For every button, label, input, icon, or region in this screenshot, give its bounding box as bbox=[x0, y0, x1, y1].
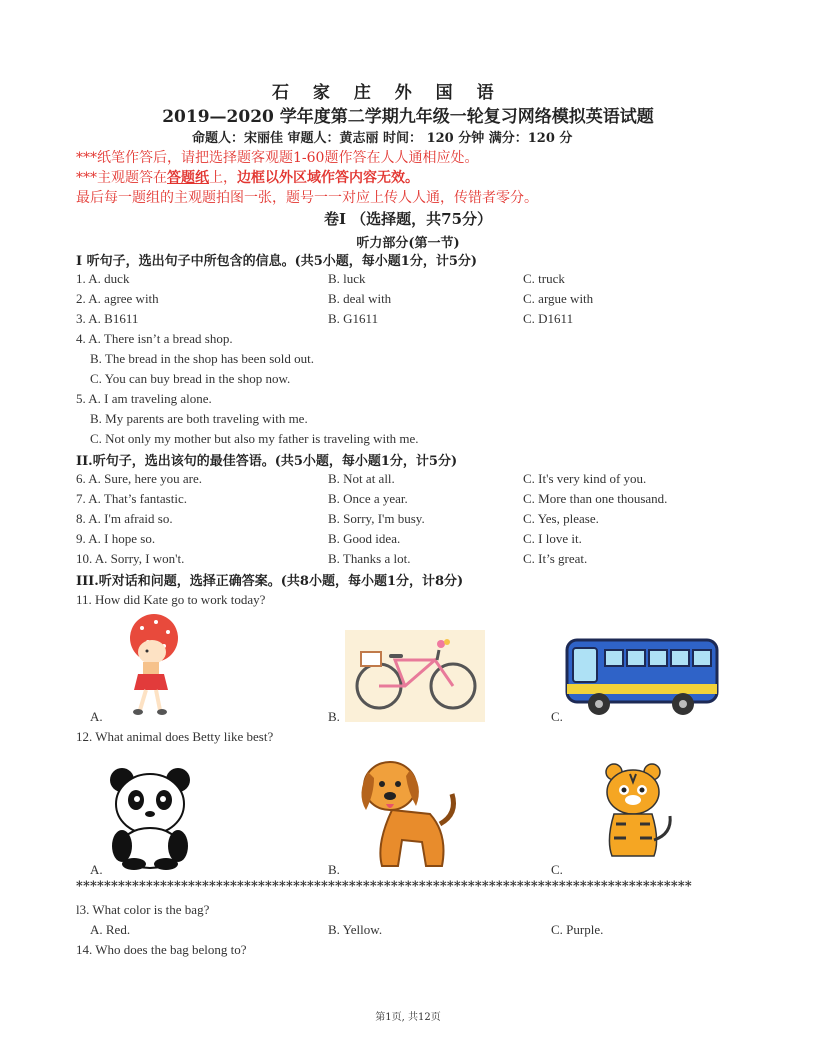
q6-option-c: C. It's very kind of you. bbox=[523, 471, 647, 486]
q13-question: l3. What color is the bag? bbox=[76, 902, 210, 917]
q3-option-b: B. G1611 bbox=[328, 311, 379, 326]
notice-line-2-a: ***主观题答在 bbox=[76, 170, 167, 186]
q10-option-a: 10. A. Sorry, I won't. bbox=[76, 551, 185, 566]
part1-title: I 听句子，选出句子中所包含的信息。(共5小题，每小题1分，计5分) bbox=[76, 254, 478, 269]
q6-option-a: 6. A. Sure, here you are. bbox=[76, 471, 202, 486]
dog-icon bbox=[352, 754, 464, 872]
girl-walking-icon bbox=[112, 612, 192, 720]
q7-option-b: B. Once a year. bbox=[328, 491, 408, 506]
bicycle-icon bbox=[345, 630, 485, 722]
notice-answer-sheet: 答题纸 bbox=[167, 170, 209, 186]
q2-option-c: C. argue with bbox=[523, 291, 594, 306]
q4-option-c: C. You can buy bread in the shop now. bbox=[90, 371, 291, 386]
notice-line-2-d: 边框以外区域作答内容无效。 bbox=[237, 170, 419, 186]
section-title: 卷I （选择题，共75分） bbox=[323, 210, 493, 228]
section-subtitle: 听力部分(第一节) bbox=[356, 236, 460, 251]
q13-option-a: A. Red. bbox=[90, 922, 131, 937]
school-name: 石 家 庄 外 国 语 bbox=[272, 83, 503, 103]
q10-option-b: B. Thanks a lot. bbox=[328, 551, 411, 566]
q9-option-c: C. I love it. bbox=[523, 531, 582, 546]
q12-option-b: B. bbox=[328, 862, 340, 877]
q2-option-b: B. deal with bbox=[328, 291, 392, 306]
q4-option-b: B. The bread in the shop has been sold out. bbox=[90, 351, 314, 366]
q5-option-c: C. Not only my mother but also my father is traveling with me. bbox=[90, 431, 419, 446]
q3-option-c: C. D1611 bbox=[523, 311, 574, 326]
exam-meta: 命题人：宋丽佳 审题人：黄志丽 时间： 120 分钟 满分：120 分 bbox=[192, 131, 573, 146]
notice-line-2-c: 上， bbox=[209, 170, 237, 186]
bus-icon bbox=[563, 634, 723, 720]
q14-question: 14. Who does the bag belong to? bbox=[76, 942, 247, 957]
part2-title: II.听句子，选出该句的最佳答语。(共5小题，每小题1分，计5分) bbox=[76, 454, 458, 469]
q13-option-b: B. Yellow. bbox=[328, 922, 383, 937]
q5-option-a: 5. A. I am traveling alone. bbox=[76, 391, 212, 406]
tiger-icon bbox=[590, 760, 676, 860]
q6-option-b: B. Not at all. bbox=[328, 471, 395, 486]
q9-option-b: B. Good idea. bbox=[328, 531, 401, 546]
q2-option-a: 2. A. agree with bbox=[76, 291, 159, 306]
notice-line-3: 最后每一题组的主观题拍图一张，题号一一对应上传人人通，传错者零分。 bbox=[76, 190, 538, 206]
q3-option-a: 3. A. B1611 bbox=[76, 311, 139, 326]
panda-icon bbox=[104, 764, 196, 870]
q9-option-a: 9. A. I hope so. bbox=[76, 531, 156, 546]
q11-option-b: B. bbox=[328, 709, 340, 724]
q8-option-c: C. Yes, please. bbox=[523, 511, 599, 526]
q13-option-c: C. Purple. bbox=[551, 922, 604, 937]
q10-option-c: C. It’s great. bbox=[523, 551, 588, 566]
separator-stars: **************************************************************************************** bbox=[76, 879, 692, 894]
part3-title: III.听对话和问题，选择正确答案。(共8小题，每小题1分，计8分) bbox=[76, 574, 464, 589]
page-footer: 第1页, 共12页 bbox=[375, 1012, 441, 1023]
q11-option-a: A. bbox=[90, 709, 103, 724]
q12-option-a: A. bbox=[90, 862, 103, 877]
q7-option-c: C. More than one thousand. bbox=[523, 491, 668, 506]
notice-line-1: ***纸笔作答后，请把选择题客观题1-60题作答在人人通相应处。 bbox=[76, 150, 479, 166]
q11-question: 11. How did Kate go to work today? bbox=[76, 592, 266, 607]
q4-option-a: 4. A. There isn’t a bread shop. bbox=[76, 331, 233, 346]
q1-option-b: B. luck bbox=[328, 271, 366, 286]
q12-option-c: C. bbox=[551, 862, 563, 877]
q1-option-c: C. truck bbox=[523, 271, 565, 286]
q8-option-b: B. Sorry, I'm busy. bbox=[328, 511, 425, 526]
q1-option-a: 1. A. duck bbox=[76, 271, 130, 286]
exam-title: 2019—2020 学年度第二学期九年级一轮复习网络模拟英语试题 bbox=[162, 107, 654, 127]
q12-question: 12. What animal does Betty like best? bbox=[76, 729, 274, 744]
notice-line-2 bbox=[76, 167, 419, 187]
q11-option-c: C. bbox=[551, 709, 563, 724]
q8-option-a: 8. A. I'm afraid so. bbox=[76, 511, 173, 526]
q7-option-a: 7. A. That’s fantastic. bbox=[76, 491, 187, 506]
q5-option-b: B. My parents are both traveling with me. bbox=[90, 411, 308, 426]
